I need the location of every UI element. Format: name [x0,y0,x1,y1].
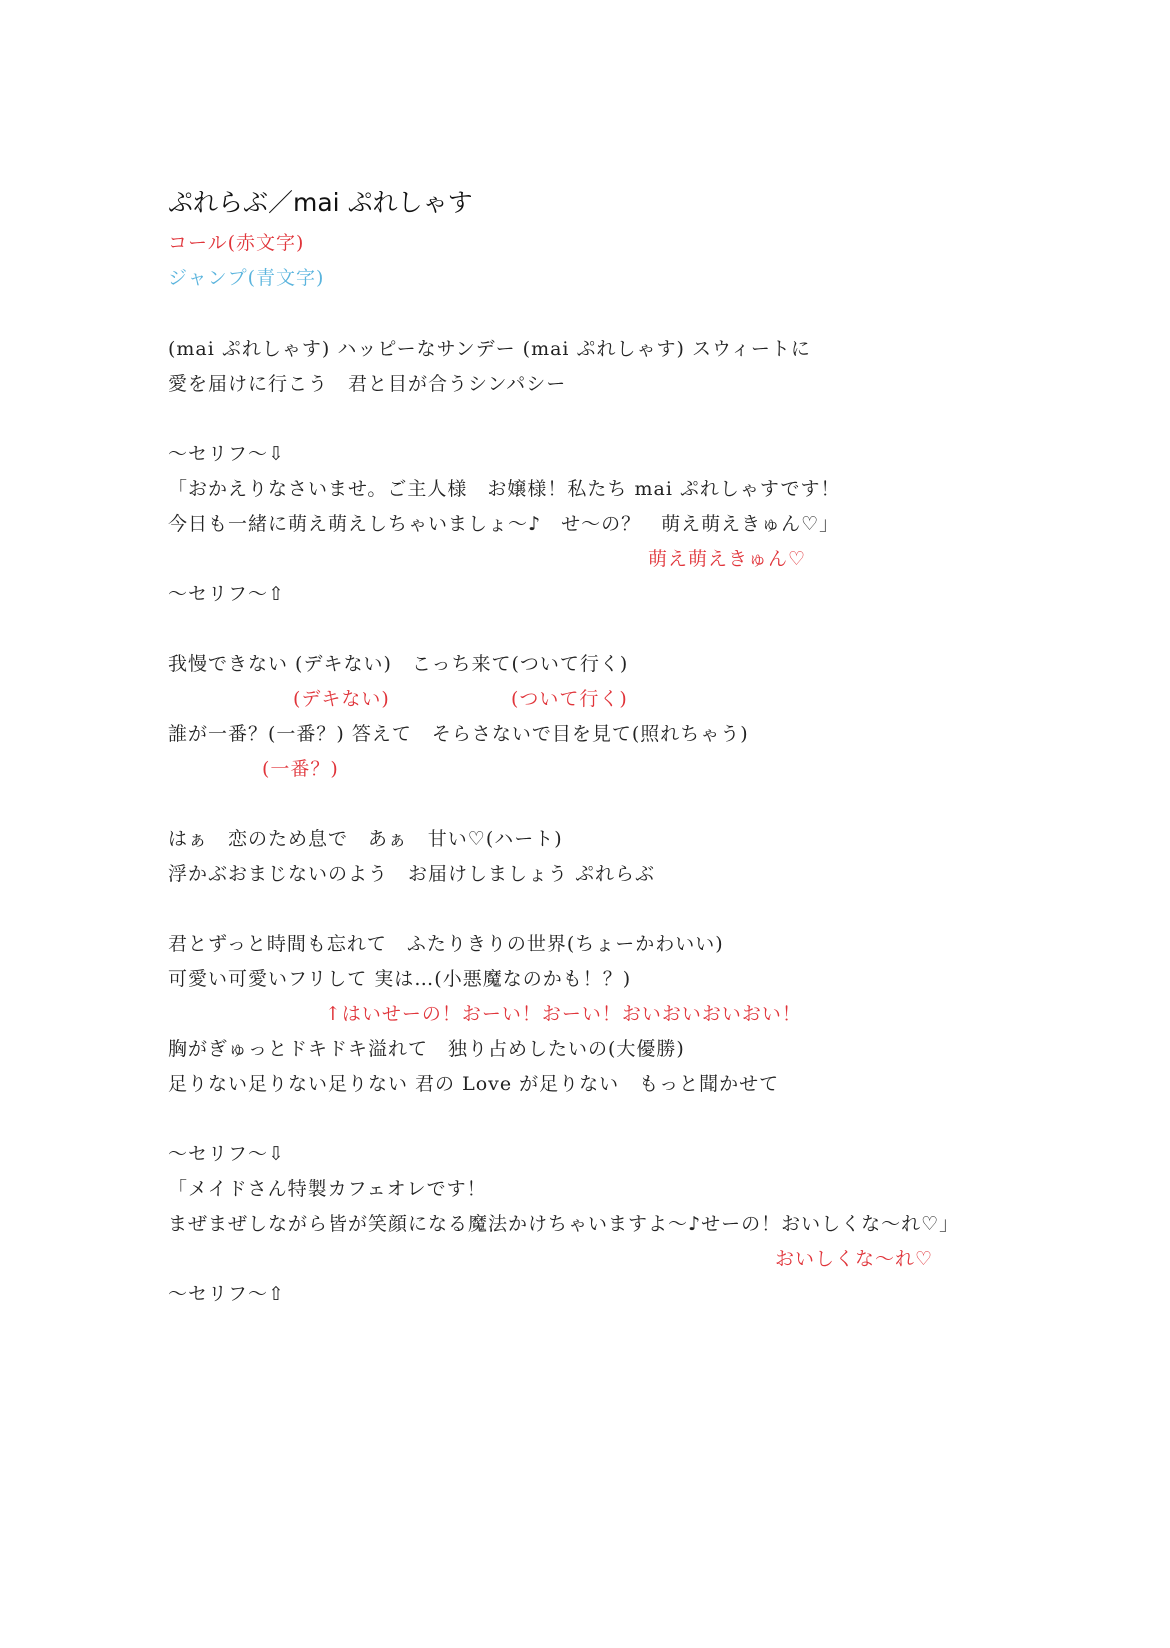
lyric-line: 君とずっと時間も忘れて ふたりきりの世界(ちょーかわいい) [168,933,724,955]
page-title: ぷれらぶ／mai ぷれしゃす [168,188,473,217]
serif-end: ～セリフ～⇧ [168,583,285,605]
call-text: おいしくな～れ♡ [775,1248,934,1270]
call-text: (ついて行く) [511,688,628,710]
lyric-line: 誰が一番？(一番？) 答えて そらさないで目を見て(照れちゃう) [168,723,749,745]
serif-line: まぜまぜしながら皆が笑顔になる魔法かけちゃいますよ～♪せーの！おいしくな～れ♡」 [168,1213,960,1235]
lyric-line: はぁ 恋のため息で あぁ 甘い♡(ハート) [168,828,563,850]
serif-end: ～セリフ～⇧ [168,1283,285,1305]
serif-start: ～セリフ～⇩ [168,1143,285,1165]
legend-jump: ジャンプ(青文字) [168,267,325,289]
call-text: ↑はいせーの！おーい！おーい！おいおいおいおい！ [325,1003,802,1025]
serif-start: ～セリフ～⇩ [168,443,285,465]
lyric-line: 浮かぶおまじないのよう お届けしましょう ぷれらぶ [168,863,656,885]
lyric-line: 愛を届けに行こう 君と目が合うシンパシー [168,373,567,395]
serif-line: 「メイドさん特製カフェオレです！ [168,1178,487,1200]
lyric-line: 胸がぎゅっとドキドキ溢れて 独り占めしたいの(大優勝) [168,1038,685,1060]
serif-line: 「おかえりなさいませ。ご主人様 お嬢様！私たち mai ぷれしゃすです！ [168,478,841,500]
call-text: (デキない) [293,688,390,710]
legend-call: コール(赤文字) [168,232,305,254]
call-text: 萌え萌えきゅん♡ [648,548,807,570]
serif-line: 今日も一緒に萌え萌えしちゃいましょ～♪ せ～の？ 萌え萌えきゅん♡」 [168,513,840,535]
lyric-line: 可愛い可愛いフリして 実は…(小悪魔なのかも！？) [168,968,632,990]
lyric-line: 我慢できない (デキない) こっち来て(ついて行く) [168,653,629,675]
call-text: (一番？) [262,758,339,780]
lyric-line: 足りない足りない足りない 君の Love が足りない もっと聞かせて [168,1073,780,1095]
lyric-line: (mai ぷれしゃす) ハッピーなサンデー (mai ぷれしゃす) スウィートに [168,338,811,360]
